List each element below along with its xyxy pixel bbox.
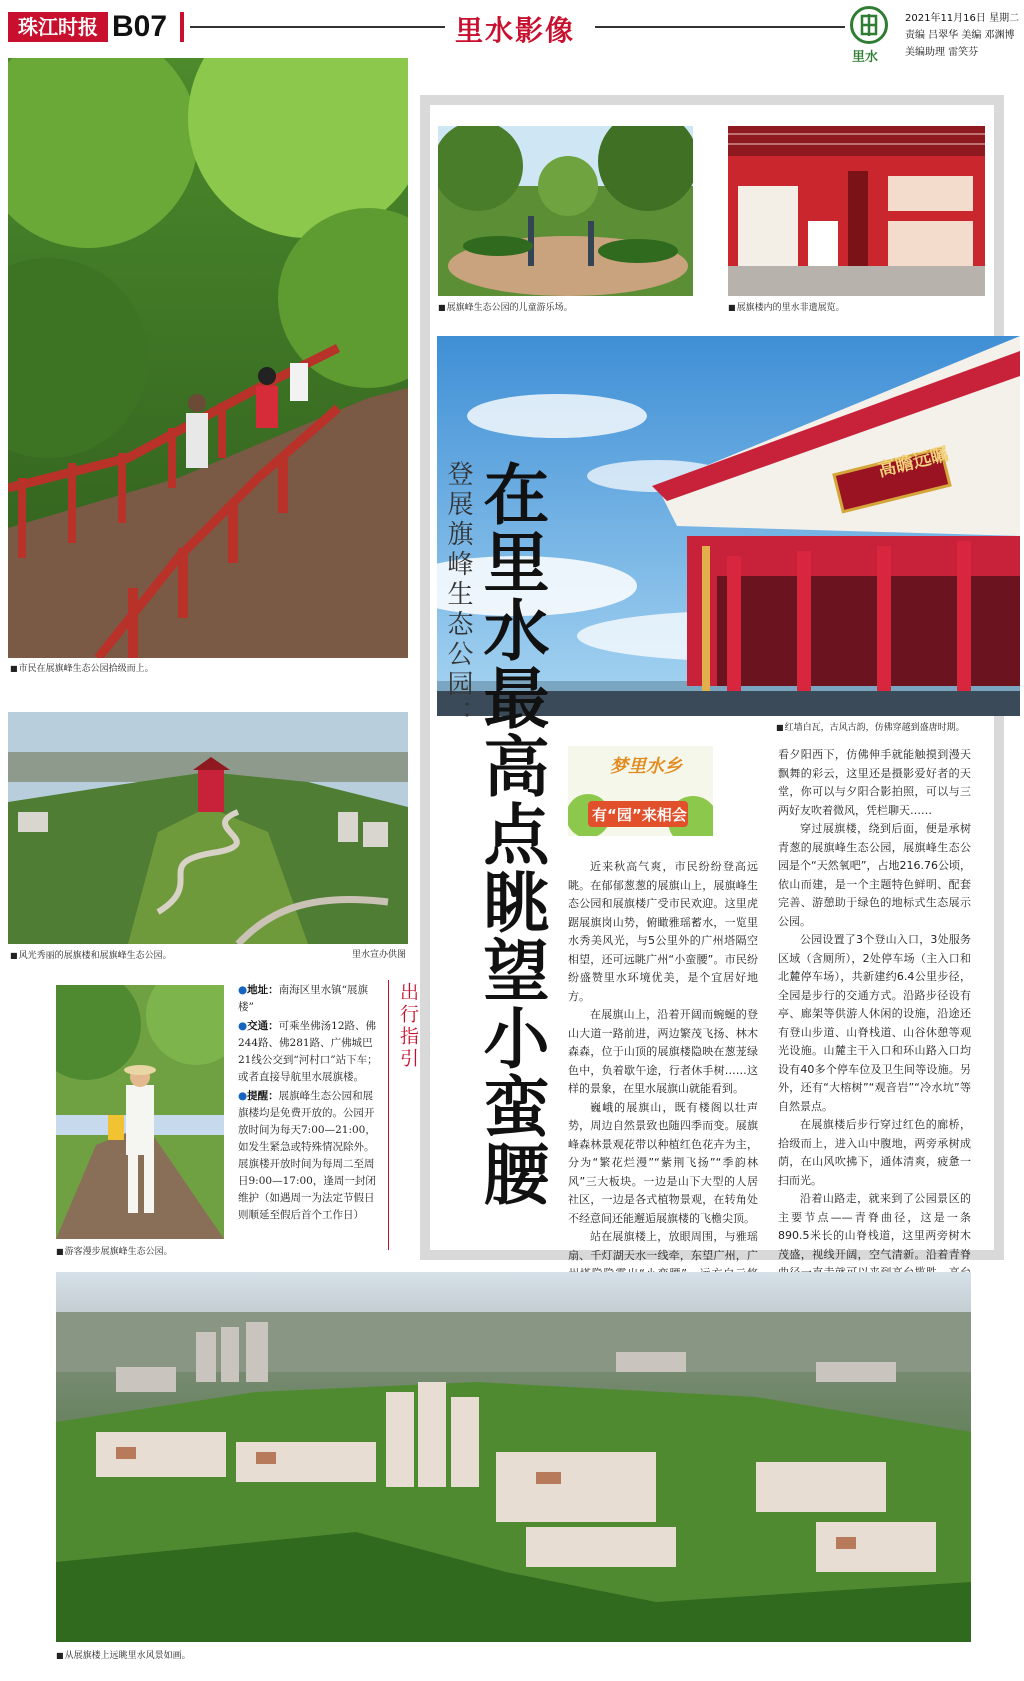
paragraph: 巍峨的展旗山，既有楼阁以壮声势，周边自然景致也随四季而变。展旗峰森林景观花带以种植红色花卉为主，分为“繁花烂漫”“紫荆飞扬”“季韵林风”三大板块。一边是山下大型的人居社区，一边是各式植物景观，在转角处不经意间还能邂逅展旗楼的飞檐尖顶。 [568,1100,758,1225]
article-column-2 [778,746,971,1357]
paragraph: 公园设置了3个登山入口，3处服务区域（含厕所），2处停车场（主入口和北麓停车场），共新建约6.4公里步径，全园是步行的交通方式。沿路步径设有亭、廊架等供游人休闲的设施，沿途还有登山步道、山脊栈道、山谷休憩等观光设施。山麓主干入口和环山路入口均设有40多个停车位及卫生间等设施。另外，还有“大榕树”“观音岩”“冷水坑”等自然景点。 [778,933,971,1113]
caption-panorama: ■ 从展旗楼上远眺里水风景如画。 [56,1648,191,1661]
article-headline: 在里水最高点眺望小蛮腰 [472,460,550,1208]
photo-panorama [56,1272,971,1642]
guide-transport: ●交通：可乘坐佛汤12路、佛244路、佛281路、广佛城巴21线公交到“河村口”站下车；或者直接导航里水展旗楼。 [238,1020,378,1083]
lishui-logo-icon [850,6,888,44]
paragraph: 沿着山路走，就来到了公园景区的主要节点——青脊曲径，这是一条890.5米长的山脊栈道，这里两旁树木茂盛，视线开阔，空气清新。沿着青脊 [778,1192,971,1261]
column-badge [568,746,713,836]
header-rule-left [190,26,445,28]
assistant-credit: 美编助理 雷笑芬 [905,47,979,58]
section-title: 里水影像 [455,14,576,47]
badge-top-text: 梦里水乡 [610,756,682,777]
photo-exhibit [728,126,985,296]
photo-playground [438,126,693,296]
logo-text: 里水 [852,50,879,65]
article-subtitle: 登展旗峰生态公园： [443,460,473,730]
paragraph: 在展旗山上，沿着开阔而蜿蜒的登山大道一路前进，两边繁茂飞扬、林木森森，位于山顶的展旗楼隐映在葱茏绿色中，负着歇午途，行者休手树……这样的景象，在里水展旗山就能看到。 [568,1008,758,1095]
masthead-logo: 珠江时报 [8,12,108,42]
page-number: B07 [112,10,168,43]
bullet-icon: ● [238,1020,248,1032]
paragraph: 近来秋高气爽，市民纷纷登高远眺。在郁郁葱葱的展旗山上，展旗峰生态公园和展旗楼广受市民欢迎。这里虎踞展旗岗山势，俯瞰雅瑶蓄水，一览里水秀美风光，与5公里外的广州塔隔空相望，还可远眺广州“小蛮腰”。市民纷纷盛赞里水环境优美，是个宜居好地方。 [568,860,758,1003]
bullet-icon: ● [238,984,248,996]
travel-guide [238,982,383,1226]
header-red-bar [180,12,184,42]
tower-plaque: 高瞻远瞩 [875,443,951,482]
paragraph: 站在展旗楼上，放眼周围，与雅瑶扇、千灯湖天水一线牵，东望广州，广 [568,1230,758,1262]
guide-address: ●地址：南海区里水镇“展旗楼” [238,984,369,1013]
photo-credit: 里水宣办供图 [352,950,407,960]
photo-stairs [8,58,408,658]
caption-walker: ■ 游客漫步展旗峰生态公园。 [56,1244,173,1257]
caption-exhibit: ■ 展旗楼内的里水非遗展览。 [728,300,845,313]
caption-aerial: ■ 风光秀丽的展旗楼和展旗峰生态公园。 [10,948,172,961]
guide-divider [388,980,389,1250]
caption-playground: ■ 展旗峰生态公园的儿童游乐场。 [438,300,573,313]
paragraph: 在展旗楼后步行穿过红色的廊桥，拾级而上，进入山中腹地，两旁承树成荫，在山风吹拂下，通体清爽，疲惫一扫而光。 [778,1118,971,1187]
date-block [905,10,1020,61]
editor-credit: 责编 吕翠华 美编 邓渊博 [905,30,1015,41]
bullet-icon: ● [238,1090,248,1102]
paragraph: 穿过展旗楼，绕到后面，便是承树青葱的展旗峰生态公园，展旗峰生态公园是个“天然氧吧”，占地216.76公顷，依山而建，是一个主题特色鲜明、配套完善、游憩助于绿色的地标式生态展示公园。 [778,822,971,928]
caption-stairs: ■ 市民在展旗峰生态公园拾级而上。 [10,661,154,674]
caption-tower: ■ 红墙白瓦，古风古韵，仿佛穿越到盛唐时期。 [776,720,965,733]
photo-walker [56,985,224,1239]
photo-aerial [8,712,408,944]
paragraph: 看夕阳西下，仿佛伸手就能触摸到漫天飘舞的彩云，这里还是摄影爱好者的天堂，你可以与夕阳合影拍照，可以与三两好友吹着微风，凭栏聊天…… [778,748,971,817]
guide-reminder: ●提醒：展旗峰生态公园和展旗楼均是免费开放的。公园开放时间为每天7:00—21:00，如发生紧急或特殊情况除外。展旗楼开放时间为每周二至周日9:00—17:00，逢周一封闭维护（如遇周一为法定节假日则顺延至假后首个工作日） [238,1090,376,1221]
article-column-1 [568,858,758,1321]
badge-bottom-text: 有“园”来相会 [592,806,687,824]
travel-guide-tag: 出行指引 [397,982,419,1070]
header-rule-right [595,26,845,28]
issue-date: 2021年11月16日 星期二 [905,13,1020,24]
